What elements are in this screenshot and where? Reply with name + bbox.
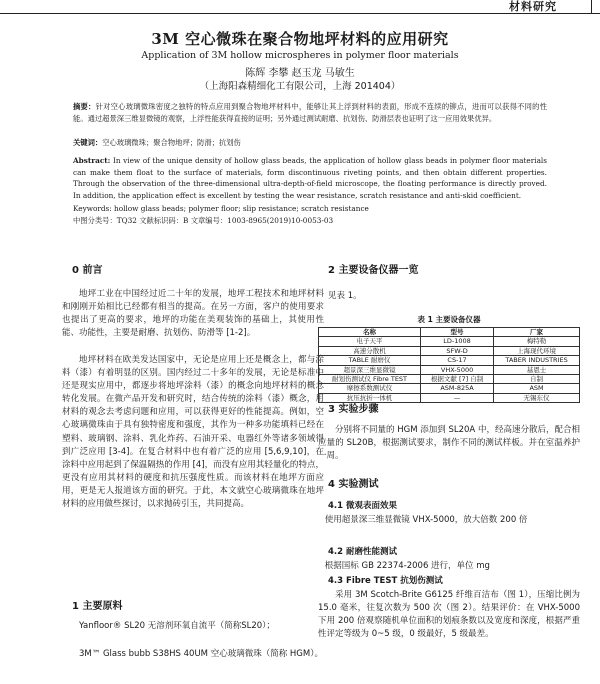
- table-cell: 电子天平: [319, 337, 421, 346]
- table-cell: —: [421, 393, 494, 402]
- section-tag: 材料研究: [476, 0, 590, 13]
- abstract-cn-label: 摘要：: [73, 102, 96, 111]
- table-cell: ASM-825A: [421, 384, 494, 393]
- abstract-en: [73, 155, 547, 201]
- table-header-cell: 厂家: [494, 328, 580, 337]
- keywords-cn: [73, 137, 547, 149]
- table-row: [319, 365, 580, 374]
- abstract-cn: [73, 101, 547, 124]
- subsection-text-4-2: 根据国标 GB 22374-2006 进行，单位 mg: [324, 561, 490, 571]
- article-title-en: Application of 3M hollow microspheres in polymer floor materials: [141, 50, 459, 61]
- table-reference: 见表 1。: [328, 291, 362, 301]
- header-rule: [0, 13, 600, 14]
- table-row: [319, 346, 580, 355]
- table-cell: 上海现代环境: [494, 346, 580, 355]
- abstract-en-label: Abstract:: [73, 156, 111, 165]
- keywords-en-label: Keywords:: [73, 204, 112, 213]
- affiliation: （上海阳森精细化工有限公司，上海 201404）: [199, 81, 401, 92]
- table-row: [319, 384, 580, 393]
- abstract-cn-text: 针对空心玻璃微珠密度之独特的特点应用到聚合物地坪材料中，能够让其上浮到材料的表面，形成不连续的铆点，进而可以获得不同的性能。通过超景深三维显微镜的观察，上浮性能获得直接的证明；另外通过测试耐磨、抗划伤、防滑层表也证明了这一应用效果优异。: [73, 102, 548, 123]
- materials-item-1: Yanfloor® SL20 无溶剂环氧自流平（简称SL20）；: [79, 621, 275, 631]
- intro-paragraph-2: 地坪材料在欧美发达国家中，无论是应用上还是概念上，都与涂料（漆）有着明显的区别。国内经过二十多年的发展，无论是标准中还是现实应用中，都逐步将地坪涂料（漆）的概念向地坪材料的概念转化发展。在微产品开发和研究时，结合传统的涂料（漆）概念，用材料的观念去考虑问题和应用，可以获得更好的性能提高。例如，空心玻璃微珠由于具有独特密度和强度，其作为一种多功能填料已经在塑料、玻璃钢、涂料、乳化炸药、石油开采、电器红外等诸多领域得到广泛应用 [3-4]。在复合材料中也有着广泛的应用 [5,6,9,10]，在涂料中应用起到了保温隔热的作用 [4]，而没有应用其轻量化的特点，更没有应用其材料的硬度和抗压强度性质。而该材料在地坪方面应用，更是无人报道该方面的研究。于此，本文就空心玻璃微珠在地坪材料的应用做些探讨，以求抛砖引玉，共同提高。: [62, 355, 324, 510]
- table-cell: 耐划伤测试仪 Fibre TEST: [319, 375, 421, 384]
- table-header-cell: 型号: [421, 328, 494, 337]
- table-cell: 高速分散机: [319, 346, 421, 355]
- table-cell: ASM: [494, 384, 580, 393]
- subsection-text-4-3: 采用 3M Scotch-Brite G6125 纤维百洁布（图 1），压缩比例为 15.0 毫米，往复次数为 500 次（图 2）。结果评价：在 VHX-5000 下用 200 倍观察随机单位面积的划痕条数以及宽度和深度，根据严重性评定等级为 0~5 级，0 级最好，5 级最差。: [318, 590, 580, 640]
- table-cell: 自制: [494, 375, 580, 384]
- table-cell: 梅特勒: [494, 337, 580, 346]
- table-cell: 摩擦系数测试仪: [319, 384, 421, 393]
- article-title-cn: 3M 空心微珠在聚合物地坪材料的应用研究: [151, 30, 449, 48]
- table-cell: TABER INDUSTRIES: [494, 356, 580, 365]
- subsection-text-4-1: 使用超景深三维显微镜 VHX-5000，放大倍数 200 倍: [324, 515, 528, 525]
- equipment-table: [318, 327, 580, 403]
- abstract-en-text: In view of the unique density of hollow glass beads, the application of hollow glass beads in polymer floor materials can make them float to the surface of materials, form discontinuous riveting points, and then obtain different properties. Through the observation of the three-dimensional ultra-depth-of-field microscope, the floating performance is directly proved. In addition, the application effect is excellent by testing the wear resistance, scratch resistance and anti-skid coefficient.: [73, 156, 547, 200]
- keywords-en-text: hollow glass beads; polymer floor; slip resistance; scratch resistance: [114, 204, 369, 213]
- subsection-heading-4-1: 4.1 微观表面效果: [328, 501, 398, 511]
- table-row: [319, 393, 580, 402]
- table-cell: CS-17: [421, 356, 494, 365]
- header-divider: [591, 0, 592, 13]
- table-cell: 抗压抗折一体机: [319, 393, 421, 402]
- table-row: [319, 337, 580, 346]
- table-cell: TABLE 耐磨仪: [319, 356, 421, 365]
- table-cell: 基恩士: [494, 365, 580, 374]
- table-row: [319, 356, 580, 365]
- table-cell: 根据文献 [7] 自制: [421, 375, 494, 384]
- table-cell: LD-1008: [421, 337, 494, 346]
- authors: 陈辉 李攀 赵玉龙 马敏生: [245, 68, 355, 79]
- keywords-cn-label: 关键词：: [73, 138, 103, 147]
- table-cell: SFW-D: [421, 346, 494, 355]
- table-cell: VHX-5000: [421, 365, 494, 374]
- classification-line: 中图分类号：TQ32 文献标识码：B 文章编号：1003-8965(2019)10-0053-03: [73, 216, 334, 225]
- subsection-heading-4-2: 4.2 耐磨性能测试: [328, 547, 398, 557]
- table-header-cell: 名称: [319, 328, 421, 337]
- table-cell: 超景深三维显微镜: [319, 365, 421, 374]
- subsection-heading-4-3: 4.3 Fibre TEST 抗划伤测试: [328, 576, 443, 586]
- section-heading-tests: 4 实验测试: [328, 479, 379, 490]
- intro-paragraph-1: 地坪工业在中国经过近二十年的发展，地坪工程技术和地坪材料和刚刚开始相比已经都有相当的提高。在另一方面，客户的使用要求也提出了更高的要求，地坪的功能在美观装饰的基础上，其使用性能、功能性，主要是耐磨、抗划伤、防滑等 [1-2]。: [62, 289, 324, 339]
- section-heading-materials: 1 主要原料: [72, 601, 123, 612]
- materials-item-2: 3M™ Glass bubb S38HS 40UM 空心玻璃微珠（简称 HGM）。: [79, 649, 323, 659]
- section-heading-equipment: 2 主要设备仪器一览: [328, 265, 419, 276]
- keywords-cn-text: 空心玻璃微珠；聚合物地坪；防滑；抗划伤: [102, 138, 241, 147]
- table-header-row: [319, 328, 580, 337]
- section-heading-steps: 3 实验步骤: [328, 404, 379, 415]
- steps-paragraph: 分别将不同量的 HGM 添加到 SL20A 中，经高速分散后，配合相应量的 SL20B，根据测试要求，制作不同的测试样板。并在室温养护一周。: [318, 425, 580, 462]
- keywords-en: [73, 203, 547, 215]
- section-heading-intro: 0 前言: [72, 265, 103, 276]
- table-caption: 表 1 主要设备仪器: [417, 315, 481, 324]
- table-row: [319, 375, 580, 384]
- table-cell: 无锡东仪: [494, 393, 580, 402]
